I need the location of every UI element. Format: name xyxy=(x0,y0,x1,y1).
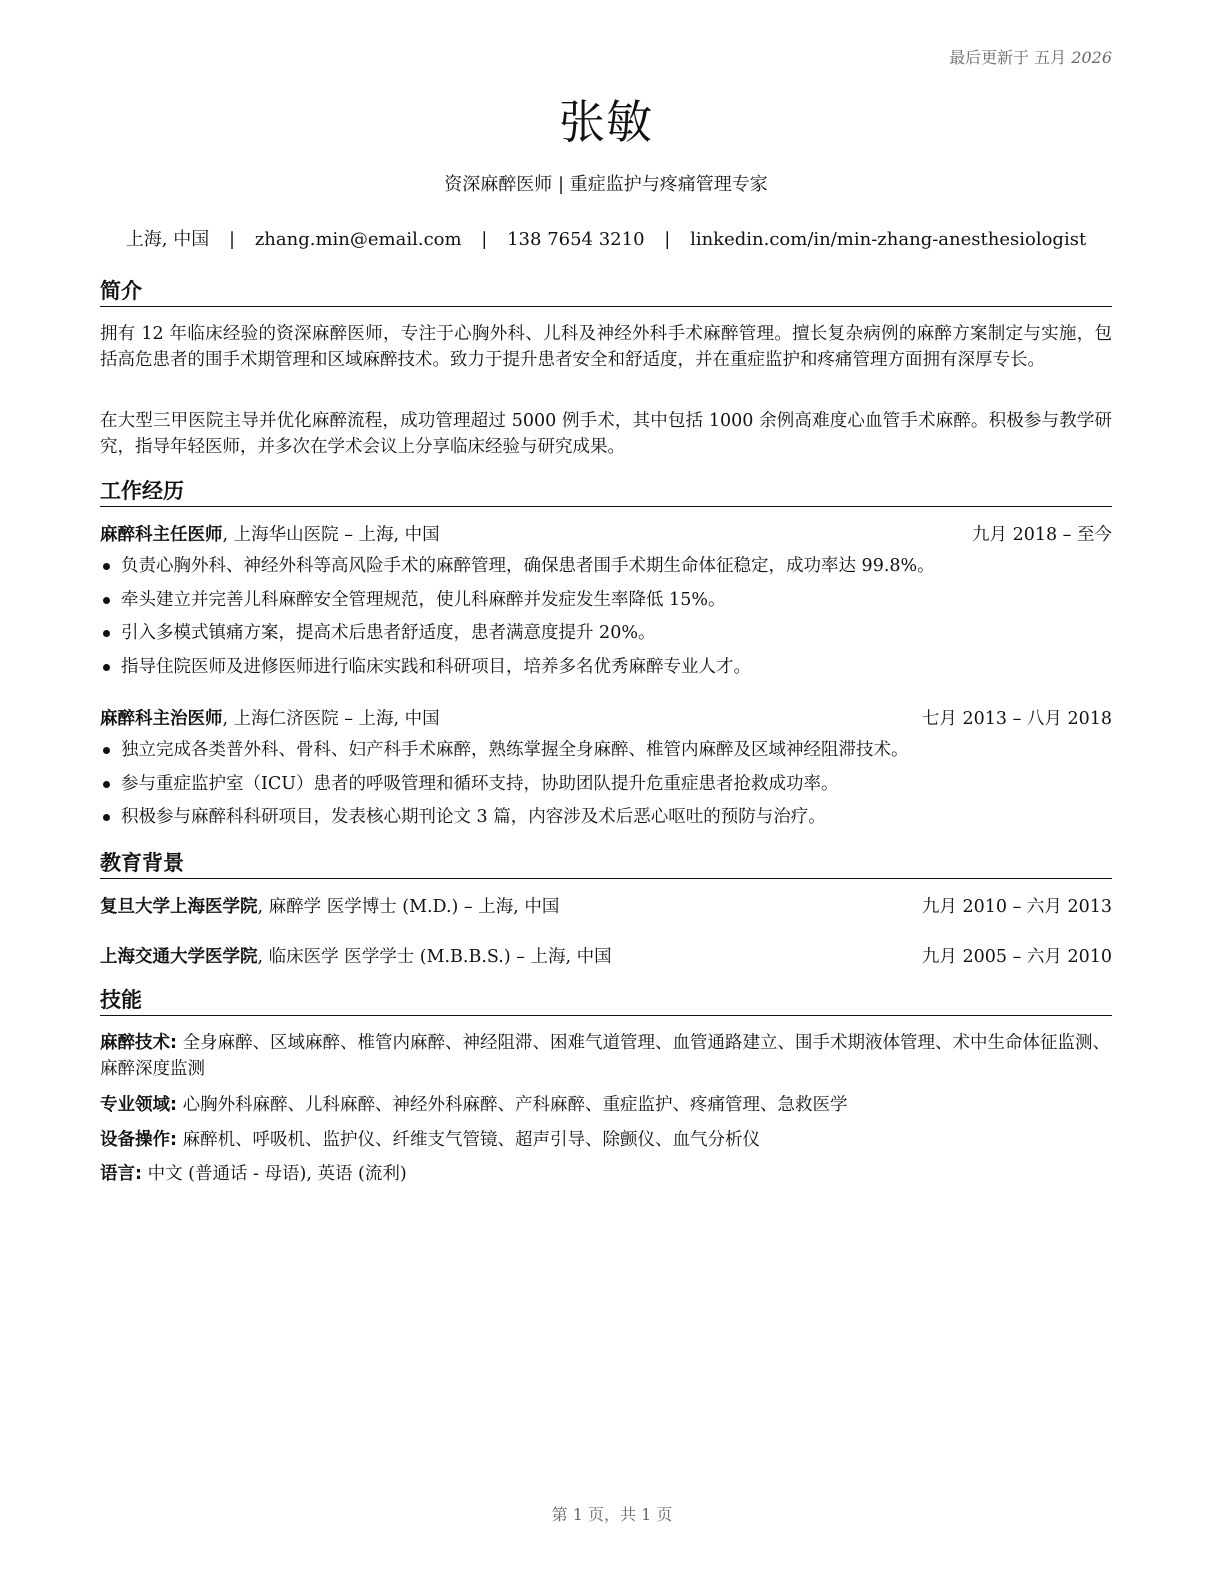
section-title-skills: 技能 xyxy=(100,986,1112,1016)
bullet-icon xyxy=(103,781,110,788)
bullet-icon xyxy=(103,597,110,604)
bullet-icon xyxy=(103,814,110,821)
bullet-icon xyxy=(103,630,110,637)
resume-page xyxy=(100,0,1112,1584)
contact-email-link[interactable]: zhang.min@email.com xyxy=(254,229,462,250)
job-org: , 上海华山医院 – 上海, 中国 xyxy=(222,525,440,545)
bullet-text: 积极参与麻醉科科研项目，发表核心期刊论文 3 篇，内容涉及术后恶心呕吐的预防与治疗。 xyxy=(121,807,826,827)
education-detail: , 临床医学 医学学士 (M.B.B.S.) – 上海, 中国 xyxy=(257,947,612,967)
education-school: 复旦大学上海医学院 xyxy=(100,897,258,917)
education-detail: , 麻醉学 医学博士 (M.D.) – 上海, 中国 xyxy=(257,897,560,917)
education-row xyxy=(100,894,1112,920)
page-number: 第 1 页，共 1 页 xyxy=(551,1505,673,1524)
skill-text: 中文 (普通话 - 母语), 英语 (流利) xyxy=(142,1164,407,1184)
list-item xyxy=(100,553,1112,587)
last-updated-year: 2026 xyxy=(1071,48,1112,67)
skill-text: 全身麻醉、区域麻醉、椎管内麻醉、神经阻滞、困难气道管理、血管通路建立、围手术期液体管理、术中生命体征监测、麻醉深度监测 xyxy=(100,1033,1111,1079)
section-title-education: 教育背景 xyxy=(100,849,1112,879)
contact-separator: | xyxy=(481,229,488,250)
candidate-tagline: 资深麻醉医师 | 重症监护与疼痛管理专家 xyxy=(444,174,768,195)
education-school: 上海交通大学医学院 xyxy=(100,947,258,967)
list-item xyxy=(100,804,1112,838)
candidate-name: 张敏 xyxy=(559,95,653,149)
bullet-text: 引入多模式镇痛方案，提高术后患者舒适度，患者满意度提升 20%。 xyxy=(121,623,656,643)
bullet-icon xyxy=(103,747,110,754)
education-dates: 九月 2005 – 六月 2010 xyxy=(921,947,1112,967)
job-bullet-list xyxy=(100,553,1112,687)
skill-line xyxy=(100,1092,1112,1118)
job-heading xyxy=(100,706,1112,732)
list-item xyxy=(100,620,1112,654)
skill-label: 麻醉技术: xyxy=(100,1033,177,1053)
list-item xyxy=(100,587,1112,621)
skill-line xyxy=(100,1030,1112,1082)
bullet-text: 牵头建立并完善儿科麻醉安全管理规范，使儿科麻醉并发症发生率降低 15%。 xyxy=(121,589,726,610)
bullet-icon xyxy=(103,563,110,570)
skill-text: 心胸外科麻醉、儿科麻醉、神经外科麻醉、产科麻醉、重症监护、疼痛管理、急救医学 xyxy=(177,1095,848,1115)
summary-paragraph: 在大型三甲医院主导并优化麻醉流程，成功管理超过 5000 例手术，其中包括 1000 余例高难度心血管手术麻醉。积极参与教学研究，指导年轻医师，并多次在学术会议上分享临床经验与研究成果。 xyxy=(100,411,1112,457)
job-bullet-list xyxy=(100,737,1112,838)
bullet-text: 负责心胸外科、神经外科等高风险手术的麻醉管理，确保患者围手术期生命体征稳定，成功率达 99.8%。 xyxy=(121,556,935,576)
summary-paragraph: 拥有 12 年临床经验的资深麻醉医师，专注于心胸外科、儿科及神经外科手术麻醉管理。擅长复杂病例的麻醉方案制定与实施，包括高危患者的围手术期管理和区域麻醉技术。致力于提升患者安全和舒适度，并在重症监护和疼痛管理方面拥有深厚专长。 xyxy=(100,324,1112,370)
skill-label: 专业领域: xyxy=(100,1095,177,1115)
education-school-detail xyxy=(100,944,612,970)
list-item xyxy=(100,771,1112,805)
job-heading xyxy=(100,522,1112,548)
job-dates: 九月 2018 – 至今 xyxy=(972,525,1112,545)
last-updated xyxy=(949,45,1112,68)
job-title-org xyxy=(100,522,440,548)
job-org: , 上海仁济医院 – 上海, 中国 xyxy=(222,709,440,729)
list-item xyxy=(100,654,1112,688)
skill-label: 设备操作: xyxy=(100,1130,177,1150)
job-dates: 七月 2013 – 八月 2018 xyxy=(921,709,1112,729)
skill-label: 语言: xyxy=(100,1164,142,1184)
section-title-summary: 简介 xyxy=(100,277,1112,307)
education-row xyxy=(100,944,1112,970)
contact-location: 上海, 中国 xyxy=(125,229,210,250)
contact-separator: | xyxy=(664,229,671,250)
bullet-text: 独立完成各类普外科、骨科、妇产科手术麻醉，熟练掌握全身麻醉、椎管内麻醉及区域神经阻滞技术。 xyxy=(121,740,909,760)
section-title-experience: 工作经历 xyxy=(100,477,1112,507)
list-item xyxy=(100,737,1112,771)
contact-line xyxy=(100,225,1112,251)
contact-phone: 138 7654 3210 xyxy=(507,229,645,250)
contact-separator: | xyxy=(229,229,236,250)
last-updated-label: 最后更新于 五月 xyxy=(949,48,1067,67)
education-school-detail xyxy=(100,894,559,920)
bullet-text: 指导住院医师及进修医师进行临床实践和科研项目，培养多名优秀麻醉专业人才。 xyxy=(121,656,751,677)
job-title-org xyxy=(100,706,440,732)
bullet-icon xyxy=(103,664,110,671)
education-dates: 九月 2010 – 六月 2013 xyxy=(921,897,1112,917)
job-role: 麻醉科主治医师 xyxy=(100,709,223,729)
skill-text: 麻醉机、呼吸机、监护仪、纤维支气管镜、超声引导、除颤仪、血气分析仪 xyxy=(177,1130,761,1150)
bullet-text: 参与重症监护室（ICU）患者的呼吸管理和循环支持，协助团队提升危重症患者抢救成功率。 xyxy=(121,773,839,794)
skill-line xyxy=(100,1127,1112,1153)
job-role: 麻醉科主任医师 xyxy=(100,525,223,545)
skill-line xyxy=(100,1161,1112,1187)
contact-linkedin-link[interactable]: linkedin.com/in/min-zhang-anesthesiologist xyxy=(690,229,1087,250)
